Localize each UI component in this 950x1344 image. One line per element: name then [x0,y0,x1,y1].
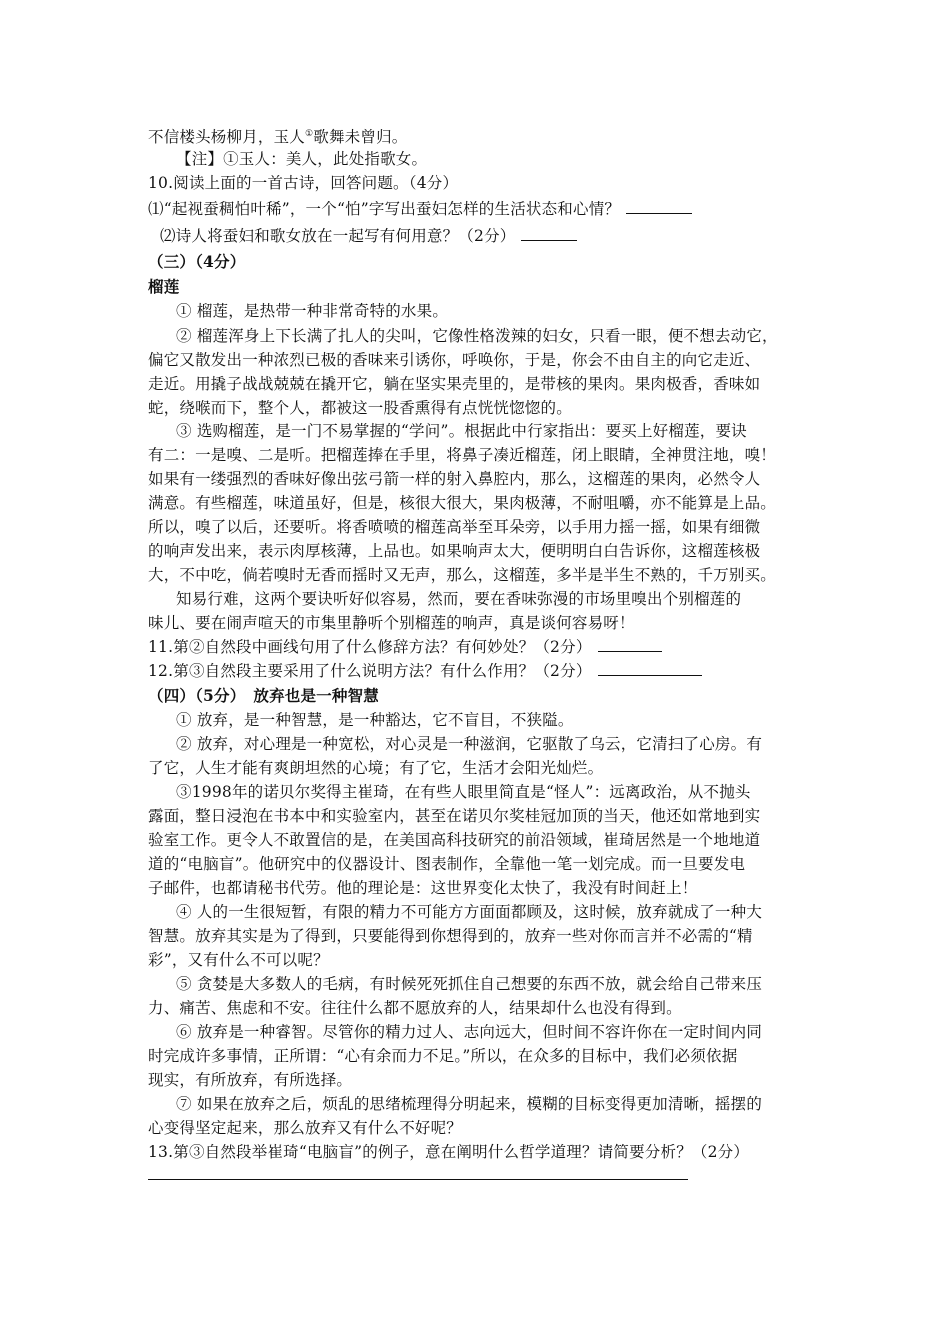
paragraph-line: 智慧。放弃其实是为了得到，只要能得到你想得到的，放弃一些对你而言并不必需的“精 [148,927,753,945]
answer-line[interactable] [148,1179,688,1180]
paragraph-line: 有二：一是嗅、二是听。把榴莲捧在手里，将鼻子凑近榴莲，闭上眼睛，全神贯注地，嗅！ [148,446,777,464]
paragraph-line: 的响声发出来，表示肉厚核薄，上品也。如果响声太大，便明明白白告诉你，这榴莲核极 [148,542,761,560]
paragraph-line: 满意。有些榴莲，味道虽好，但是，核很大很大，果肉极薄，不耐咀嚼，亦不能算是上品。 [148,494,777,512]
paragraph-line: 蛇，绕喉而下，整个人，都被这一股香熏得有点恍恍惚惚的。 [148,399,572,417]
paragraph-line: 心变得坚定起来，那么放弃又有什么不好呢？ [148,1119,463,1137]
section-3-title: 榴莲 [148,277,180,296]
paragraph-line: 所以，嗅了以后，还要听。将香喷喷的榴莲高举至耳朵旁，以手用力摇一摇，如果有细微 [148,518,761,536]
paragraph-line: 了它，人生才能有爽朗坦然的心境；有了它，生活才会阳光灿烂。 [148,759,604,777]
paragraph-line: ① 榴莲，是热带一种非常奇特的水果。 [176,302,449,320]
paragraph-line: ⑤ 贪婪是大多数人的毛病，有时候死死抓住自己想要的东西不放，就会给自己带来压 [176,975,763,993]
question-12-text: 12.第③自然段主要采用了什么说明方法？有什么作用？（2分） [148,662,592,680]
paragraph-line: 道的“电脑盲”。他研究中的仪器设计、图表制作，全靠他一笔一划完成。而一旦要发电 [148,855,746,873]
section-3-header: （三）（4分） [148,252,246,271]
paragraph-line: 偏它又散发出一种浓烈已极的香味来引诱你，呼唤你，于是，你会不由自主的向它走近、 [148,351,761,369]
poem-line-part-b: 歌舞未曾归。 [313,128,408,147]
question-11-text: 11.第②自然段中画线句用了什么修辞方法？有何妙处？（2分） [148,638,592,656]
answer-blank[interactable] [598,661,702,676]
paragraph-line: 力、痛苦、焦虑和不安。往往什么都不愿放弃的人，结果却什么也没有得到。 [148,999,682,1017]
answer-blank[interactable] [598,637,662,652]
poem-line-part-a: 不信楼头杨柳月，玉人 [148,128,306,147]
answer-blank[interactable] [626,199,692,214]
footnote-marker: ① [305,129,314,139]
question-10-sub1-text: ⑴“起视蚕稠怕叶稀”，一个“怕”字写出蚕妇怎样的生活状态和心情？ [148,200,621,218]
paragraph-line: ③1998年的诺贝尔奖得主崔琦，在有些人眼里简直是“怪人”：远离政治，从不抛头 [176,783,751,801]
paragraph-line: ② 榴莲浑身上下长满了扎人的尖叫，它像性格泼辣的妇女，只看一眼，便不想去动它， [176,327,778,345]
paragraph-line: ⑥ 放弃是一种睿智。尽管你的精力过人、志向远大，但时间不容许你在一定时间内同 [176,1023,763,1041]
paragraph-line: 走近。用撬子战战兢兢在撬开它，躺在坚实果壳里的，是带核的果肉。果肉极香，香味如 [148,375,761,393]
section-4-header: （四）（5分） 放弃也是一种智慧 [148,686,379,705]
paragraph-line: 大，不中吃，倘若嗅时无香而摇时又无声，那么，这榴莲，多半是半生不熟的，千万别买。 [148,566,777,584]
poem-note: 【注】①玉人：美人，此处指歌女。 [176,150,428,168]
paragraph-line: ② 放弃，对心理是一种宽松，对心灵是一种滋润，它驱散了乌云，它清扫了心房。有 [176,735,763,753]
question-10-stem: 10.阅读上面的一首古诗，回答问题。（4分） [148,174,459,192]
paragraph-line: 验室工作。更令人不敢置信的是，在美国高科技研究的前沿领域，崔琦居然是一个地地道 [148,831,761,849]
paragraph-line: ④ 人的一生很短暂，有限的精力不可能方方面面都顾及，这时候，放弃就成了一种大 [176,903,763,921]
paragraph-line: 时完成许多事情，正所谓：“心有余而力不足。”所以，在众多的目标中，我们必须依据 [148,1047,738,1065]
paragraph-line: ① 放弃，是一种智慧，是一种豁达，它不盲目，不狭隘。 [176,711,574,729]
paragraph-line: 味儿、要在闹声喧天的市集里静听个别榴莲的响声，真是谈何容易呀！ [148,614,635,632]
answer-blank[interactable] [521,226,577,241]
question-10-sub2-text: ⑵诗人将蚕妇和歌女放在一起写有何用意？（2分） [160,227,516,245]
question-10-sub1 [148,198,692,220]
poem-line [148,123,408,148]
paragraph-line: 彩”，又有什么不可以呢？ [148,951,329,969]
paragraph-line: ⑦ 如果在放弃之后，烦乱的思绪梳理得分明起来，模糊的目标变得更加清晰，摇摆的 [176,1095,763,1113]
paragraph-line: 子邮件，也都请秘书代劳。他的理论是：这世界变化太快了，我没有时间赶上！ [148,879,698,897]
paragraph-line: 如果有一缕强烈的香味好像出弦弓箭一样的射入鼻腔内，那么，这榴莲的果肉，必然令人 [148,470,761,488]
question-12 [148,660,702,682]
paragraph-line: 露面，整日浸泡在书本中和实验室内，甚至在诺贝尔奖桂冠加顶的当天，他还如常地到实 [148,807,761,825]
paragraph-line: ③ 选购榴莲，是一门不易掌握的“学问”。根据此中行家指出：要买上好榴莲，要诀 [176,422,747,440]
paragraph-line: 现实，有所放弃，有所选择。 [148,1071,353,1089]
paragraph-line: 知易行难，这两个要诀听好似容易，然而，要在香味弥漫的市场里嗅出个别榴莲的 [176,590,742,608]
question-11 [148,636,662,658]
question-10-sub2 [160,225,577,247]
question-13: 13.第③自然段举崔琦“电脑盲”的例子，意在阐明什么哲学道理？请简要分析？（2分） [148,1143,750,1161]
